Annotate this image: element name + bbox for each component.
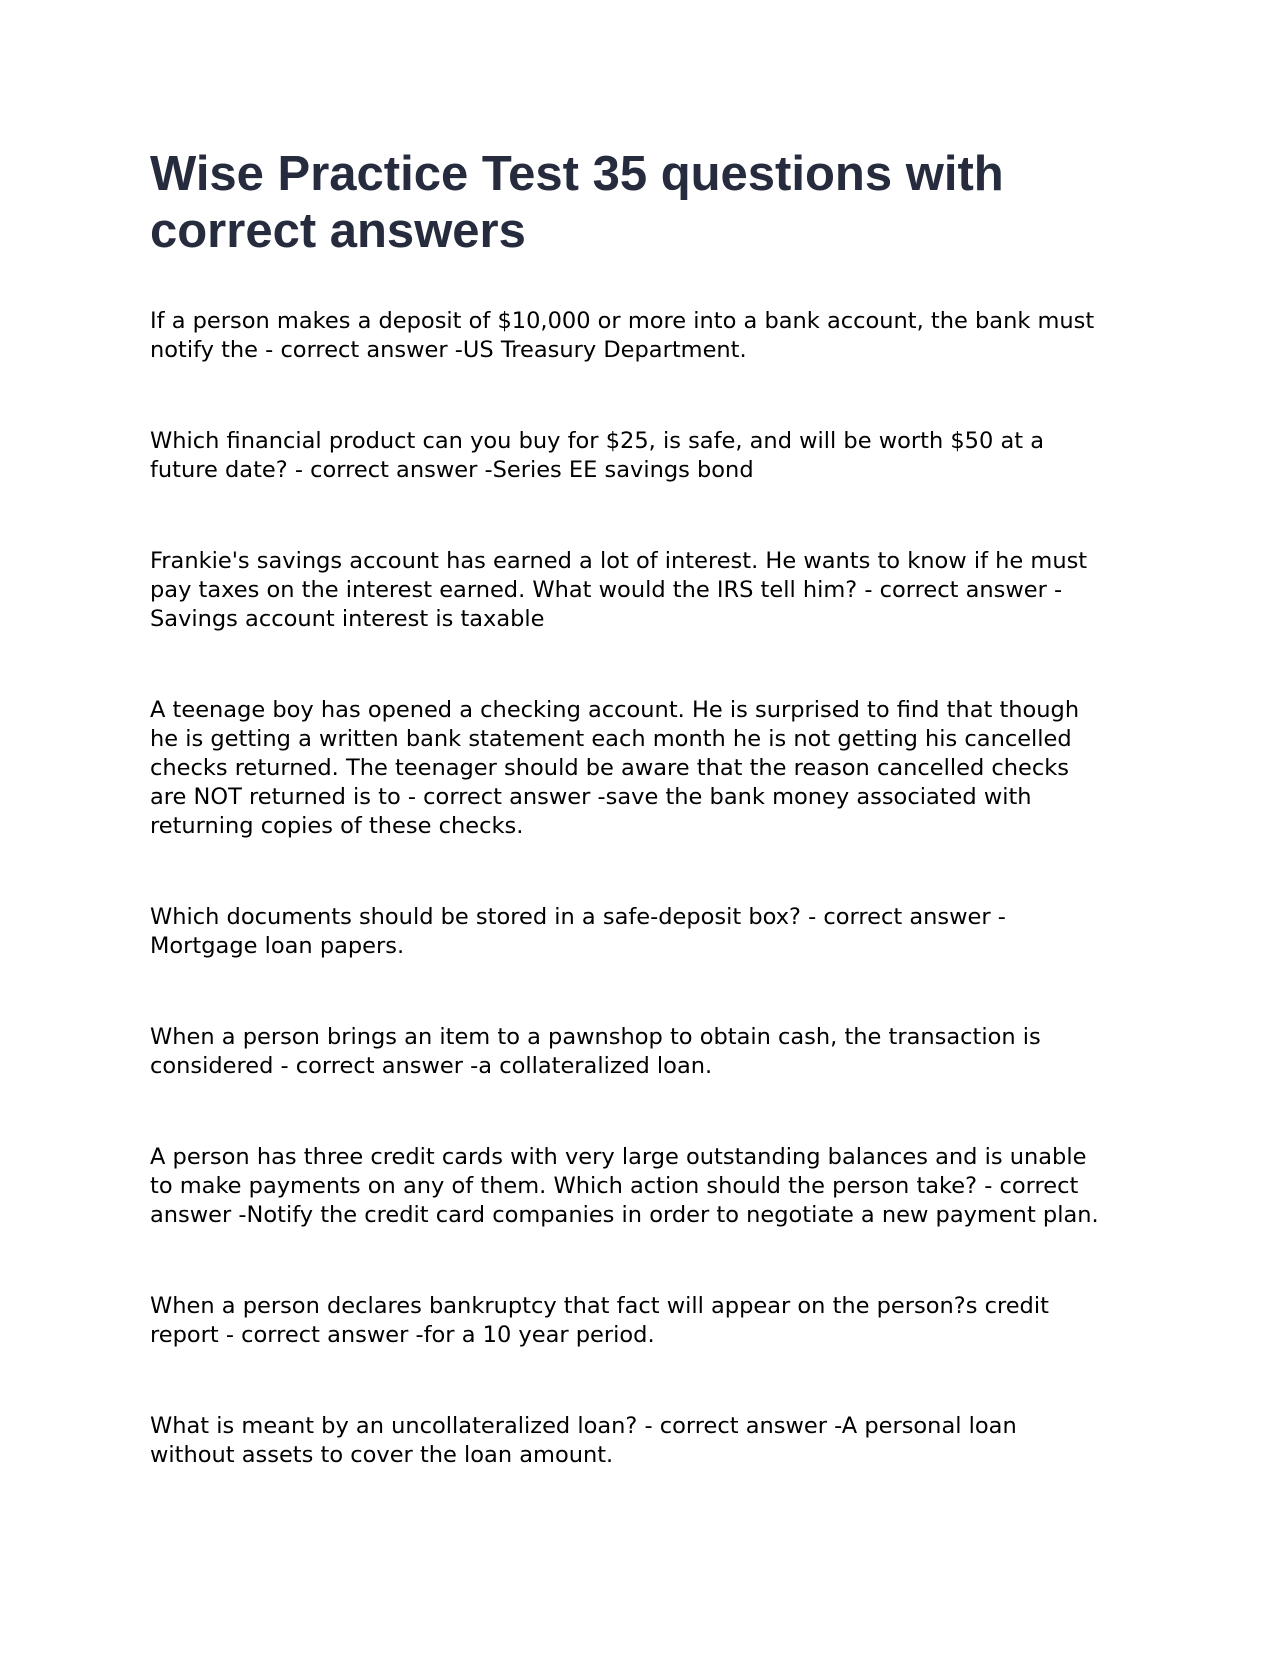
qa-item: If a person makes a deposit of $10,000 or more into a bank account, the bank must notify the - correct answer -US Treasury Department. (150, 308, 1095, 363)
qa-item: A person has three credit cards with very large outstanding balances and is unable to make payments on any of them. Which action should the person take? - correct answer -Notify the credit card companies in order to negotiate a new payment plan. (150, 1144, 1099, 1228)
qa-item: Which financial product can you buy for $25, is safe, and will be worth $50 at a future date? - correct answer -Series EE savings bond (150, 428, 1045, 483)
qa-item: What is meant by an uncollateralized loan? - correct answer -A personal loan without assets to cover the loan amount. (150, 1413, 1017, 1468)
qa-item: When a person declares bankruptcy that fact will appear on the person?s credit report - correct answer -for a 10 year period. (150, 1293, 1049, 1348)
page-title: Wise Practice Test 35 questions with correct answers (150, 147, 1004, 258)
qa-item: Frankie's savings account has earned a lot of interest. He wants to know if he must pay taxes on the interest earned. What would the IRS tell him? - correct answer - Savings account interest is taxable (150, 548, 1088, 632)
qa-item: Which documents should be stored in a safe-deposit box? - correct answer - Mortgage loan papers. (150, 904, 1006, 959)
page-content (150, 146, 1130, 1532)
qa-item: When a person brings an item to a pawnshop to obtain cash, the transaction is considered - correct answer -a collateralized loan. (150, 1024, 1041, 1079)
qa-list (150, 307, 1130, 1470)
qa-item: A teenage boy has opened a checking account. He is surprised to find that though he is getting a written bank statement each month he is not getting his cancelled checks returned. The teenager should be aware that the reason cancelled checks are NOT returned is to - correct answer -save the bank money associated with returning copies of these checks. (150, 697, 1080, 839)
